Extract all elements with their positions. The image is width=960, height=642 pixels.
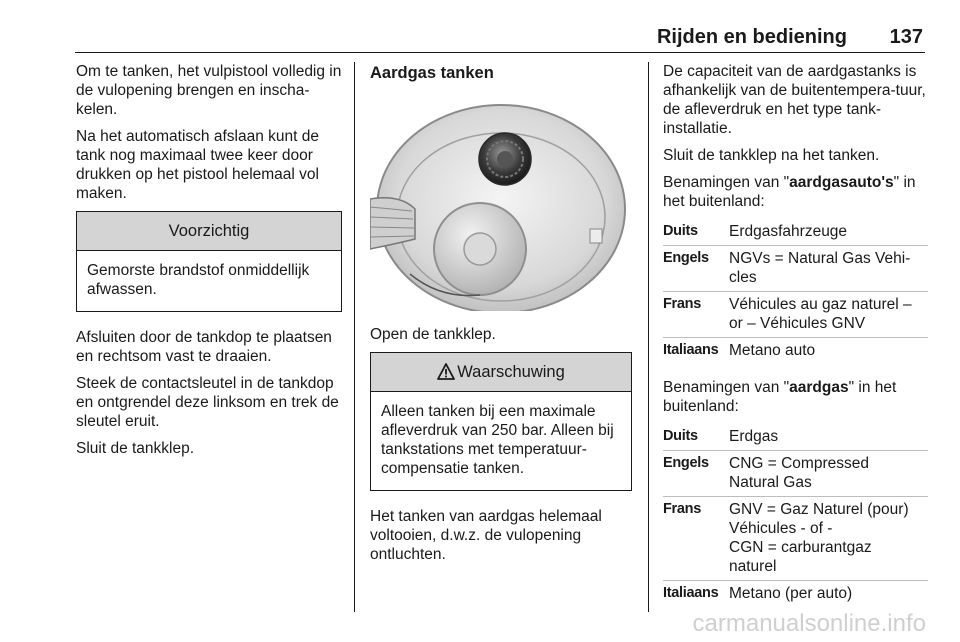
paragraph: Open de tankklep. xyxy=(370,326,496,343)
paragraph: Sluit de tankklep. xyxy=(76,440,195,457)
bold-term: aardgas xyxy=(789,379,849,396)
column-3 xyxy=(663,62,928,621)
column-divider xyxy=(354,62,355,612)
table-row xyxy=(663,246,928,292)
table-row xyxy=(663,451,928,497)
value-cell: Erdgas xyxy=(729,428,779,445)
table-row xyxy=(663,581,928,607)
text: " in het buitenland: xyxy=(663,379,897,415)
value-cell: Metano (per auto) xyxy=(729,585,853,602)
paragraph: Om te tanken, het vulpistool volledig in de vulopening brengen en inscha-kelen. xyxy=(76,63,342,118)
paragraph xyxy=(663,173,928,211)
warning-text: Alleen tanken bij een maximale afleverdruk van 250 bar. Alleen bij tankstations met temperatuur-compensatie tanken. xyxy=(381,403,614,477)
page-number: 137 xyxy=(889,26,923,48)
table-row xyxy=(663,497,928,581)
text: Benamingen van " xyxy=(663,379,790,396)
paragraph: Sluit de tankklep na het tanken. xyxy=(663,147,880,164)
value-cell: NGVs = Natural Gas Vehi-cles xyxy=(729,250,911,286)
language-cell: Frans xyxy=(663,501,701,517)
caution-title: Voorzichtig xyxy=(77,212,341,251)
warning-title: Waarschuwing xyxy=(457,363,565,381)
watermark: carmanualsonline.info xyxy=(692,610,926,637)
value-cell: CNG = Compressed Natural Gas xyxy=(729,455,869,491)
warning-box xyxy=(370,352,632,491)
paragraph: Afsluiten door de tankdop te plaatsen en rechtsom vast te draaien. xyxy=(76,329,332,365)
page-header xyxy=(75,22,925,53)
bold-term: aardgasauto's xyxy=(789,174,894,191)
value-cell: Metano auto xyxy=(729,342,816,359)
text: Benamingen van " xyxy=(663,174,790,191)
vehicle-names-table xyxy=(663,219,928,364)
column-2 xyxy=(370,62,632,572)
caution-text: Gemorste brandstof onmiddellijk afwassen. xyxy=(87,262,310,298)
paragraph: Na het automatisch afslaan kunt de tank nog maximaal twee keer door drukken op het pistool helemaal vol maken. xyxy=(76,128,319,202)
value-cell: Véhicules au gaz naturel – or – Véhicules GNV xyxy=(729,296,912,332)
language-cell: Engels xyxy=(663,250,709,266)
value-cell: GNV = Gaz Naturel (pour) Véhicules - of - CGN = carburantgaz naturel xyxy=(729,501,909,575)
paragraph: Het tanken van aardgas helemaal voltooien, d.w.z. de vulopening ontluchten. xyxy=(370,508,602,563)
value-cell: Erdgasfahrzeuge xyxy=(729,223,848,240)
language-cell: Italiaans xyxy=(663,342,719,358)
table-row xyxy=(663,219,928,246)
paragraph: De capaciteit van de aardgastanks is afhankelijk van de buitentempera-tuur, de afleverdruk en het type tank-installatie. xyxy=(663,63,926,137)
warning-icon xyxy=(437,363,455,380)
table-row xyxy=(663,338,928,364)
table-row xyxy=(663,292,928,338)
warning-header xyxy=(371,353,631,392)
column-1 xyxy=(76,62,342,466)
paragraph xyxy=(663,378,928,416)
language-cell: Italiaans xyxy=(663,585,719,601)
section-heading: Aardgas tanken xyxy=(370,64,494,82)
language-cell: Duits xyxy=(663,223,698,239)
paragraph: Steek de contactsleutel in de tankdop en ontgrendel deze linksom en trek de sleutel eruit. xyxy=(76,375,339,430)
language-cell: Frans xyxy=(663,296,701,312)
language-cell: Engels xyxy=(663,455,709,471)
table-row xyxy=(663,424,928,451)
caution-box xyxy=(76,211,342,312)
language-cell: Duits xyxy=(663,428,698,444)
column-divider xyxy=(648,62,649,612)
section-title: Rijden en bediening xyxy=(656,26,847,48)
text: " in het buitenland: xyxy=(663,174,916,210)
gas-names-table xyxy=(663,424,928,607)
fuel-filler-illustration xyxy=(370,99,632,311)
